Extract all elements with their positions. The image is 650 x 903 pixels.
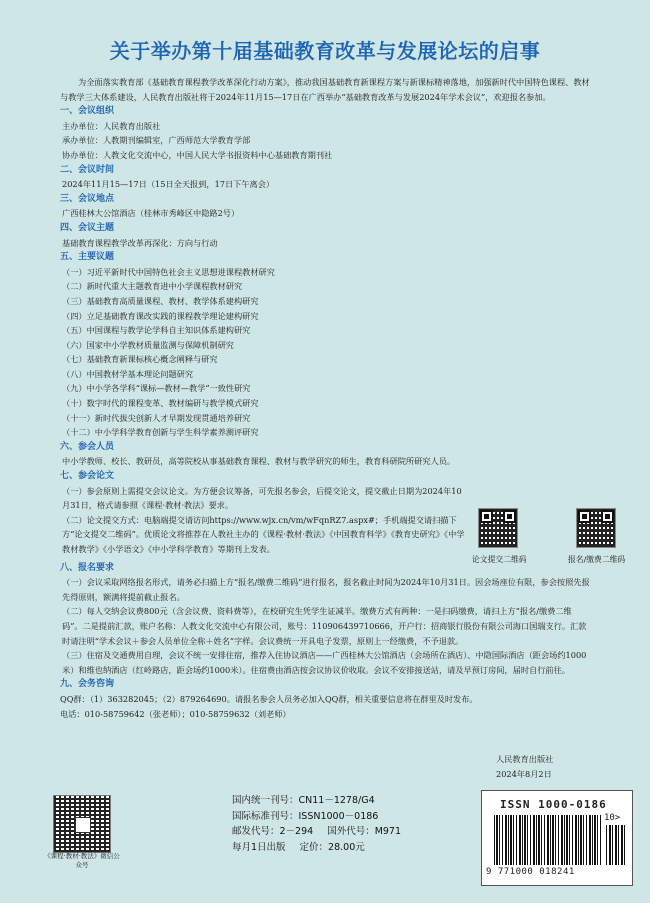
wechat-qr[interactable] <box>53 795 111 853</box>
foreign-code: 国外代号：M971 <box>327 826 402 837</box>
postal-codes <box>232 824 401 840</box>
barcode-addon-number: 10> <box>604 813 621 823</box>
registration-payment-qr[interactable] <box>568 508 625 565</box>
sections <box>60 104 590 469</box>
qr-logo-icon <box>75 817 91 833</box>
registration-item-3: （三）住宿及交通费用自理，会议不统一安排住宿，推荐入住协议酒店——广西桂林大公馆酒店（会场所在酒店）、中隐国际酒店（距会场约1000米）和维也纳酒店（红岭路店，距会场约1000米）。住宿费由酒店按会议协议价收取。会议不安排接送站，请及早预订房间，届时自行前往。 <box>62 650 587 675</box>
barcode-digits: 9 771000 018241 <box>486 867 575 877</box>
section-line: （三）基础教育高质量课程、教材、教学体系建构研究 <box>62 295 259 306</box>
qr-caption: 论文提交二维码 <box>472 555 527 564</box>
section-line: （六）国家中小学教材质量监测与保障机制研究 <box>62 339 234 350</box>
section <box>60 250 590 440</box>
section-heading: 一、会议组织 <box>60 106 115 117</box>
section-line: 承办单位：人教期刊编辑室，广西师范大学教育学部 <box>62 135 251 146</box>
section <box>60 104 590 162</box>
postal-code: 邮发代号：2－294 <box>232 826 314 837</box>
page-title: 关于举办第十届基础教育改革与发展论坛的启事 <box>109 39 541 63</box>
consult-qq: QQ群：（1）363282045；（2）879264690。请报名参会人员务必加入QQ群，相关重要信息将在群里及时发布。 <box>60 693 478 704</box>
publication-info <box>232 793 401 855</box>
section-line: （九）中小学各学科“课标—教材—教学”一致性研究 <box>62 383 251 394</box>
paper-submit-qr[interactable] <box>472 508 527 565</box>
section-line: 协办单位：人教文化交流中心，中国人民大学书报资料中心基础教育期刊社 <box>62 149 333 160</box>
intro-paragraph: 为全面落实教育部《基础教育课程教学改革深化行动方案》，推动我国基础教育新课程方案与新课标精神落地，加强新时代中国特色课程、教材与教学三大体系建设，人民教育出版社将于2024年11月15—17日在广西举办“基础教育改革与发展2024年学术会议”，欢迎报名参加。 <box>60 77 590 102</box>
section-line: 主办单位：人民教育出版社 <box>62 120 161 131</box>
registration-item-2: （二）每人交纳会议费800元（含会议费、资料费等），在校研究生凭学生证减半。缴费方式有两种：一是扫码缴费，请扫上方“报名/缴费二维码”。二是提前汇款，账户名称：人教文化交流中心有限公司，账号：110906439710666，开户行：招商银行股份有限公司海口国瑞支行。汇款时请注明“学术会议＋参会人员单位全称＋姓名”字样。会议费统一开具电子发票，原则上一经缴费，不予退款。 <box>62 606 587 646</box>
section-line: 2024年11月15—17日（15日全天报到，17日下午离会） <box>62 179 275 190</box>
issn-number: 国际标准刊号：ISSN1000－0186 <box>232 810 379 822</box>
section-line: （二）新时代重大主题教育进中小学课程教材研究 <box>62 281 243 292</box>
section-line: （十）数字时代的课程变革、教材编研与教学模式研究 <box>62 398 259 409</box>
notice-body <box>60 75 590 721</box>
section-line: （五）中国课程与教学论学科自主知识体系建构研究 <box>62 325 251 336</box>
section-line: 基础教育课程教学改革再深化：方向与行动 <box>62 237 218 248</box>
section <box>60 440 590 469</box>
section <box>60 192 590 221</box>
section-heading: 八、报名要求 <box>60 562 115 573</box>
section <box>60 163 590 192</box>
barcode-box <box>481 790 633 886</box>
section-heading: 七、参会论文 <box>60 471 115 482</box>
section-consult <box>60 677 590 721</box>
publish-schedule: 每月1日出版 <box>232 841 286 853</box>
section-line: （四）立足基础教育课改实践的课程教学理论建构研究 <box>62 310 259 321</box>
section-line: （八）中国教材学基本理论问题研究 <box>62 368 194 379</box>
section-heading: 二、会议时间 <box>60 164 115 175</box>
signature-date: 2024年8月2日 <box>496 769 552 779</box>
section-heading: 五、主要议题 <box>60 252 115 263</box>
registration-item-1: （一）会议采取网络报名形式，请务必扫描上方“报名/缴费二维码”进行报名，报名截止时间为2024年10月31日。因会场座位有限，参会按照先报先得原则，额满将提前截止报名。 <box>62 577 590 602</box>
qr-caption: 报名/缴费二维码 <box>568 555 626 564</box>
papers-item-1: （一）参会原则上需提交会议论文。为方便会议筹备，可先报名参会，后提交论文，提交截止日期为2024年10月31日，格式请参照《课程·教材·教法》要求。 <box>62 485 462 511</box>
section-line: （一）习近平新时代中国特色社会主义思想进课程教材研究 <box>62 266 275 277</box>
section-heading: 三、会议地点 <box>60 193 115 204</box>
cn-number: 国内统一刊号：CN11－1278/G4 <box>232 795 375 806</box>
section-heading: 四、会议主题 <box>60 222 115 233</box>
wechat-qr-caption: 《课程·教材·教法》微信公众号 <box>44 852 120 869</box>
papers-item-2: （二）论文提交方式：电脑端提交请访问https://www.wjx.cn/vm/wFqnRZ7.aspx#；手机端提交请扫描下方“论文提交二维码”。优质论文将推荐在人教社主办的《课程·教材·教法》《中国教育科学》《教育史研究》《中学教材教学》《小学语文》《中小学科学教育》等期刊上发表。 <box>62 514 465 554</box>
section-line: 广西桂林大公馆酒店（桂林市秀峰区中隐路2号） <box>62 208 240 219</box>
section-line: （七）基础教育新课标核心概念阐释与研究 <box>62 354 218 365</box>
signature-org: 人民教育出版社 <box>496 754 554 764</box>
section-line: （十一）新时代拔尖创新人才早期发现贯通培养研究 <box>62 412 251 423</box>
signature <box>496 752 553 782</box>
section-line: 中小学教师、校长、教研员，高等院校从事基础教育课程、教材与教学研究的师生，教育科研院所研究人员。 <box>62 456 456 467</box>
barcode-icon <box>494 815 602 865</box>
section <box>60 221 590 250</box>
price: 定价：28.00元 <box>299 841 365 853</box>
section-heading: 六、参会人员 <box>60 441 115 452</box>
qr-code-icon[interactable] <box>478 508 518 548</box>
barcode-issn-label: ISSN 1000-0186 <box>500 798 607 811</box>
qr-code-icon[interactable] <box>576 508 616 548</box>
publish-price <box>232 840 401 856</box>
section-heading: 九、会务咨询 <box>60 679 115 690</box>
section-line: （十二）中小学科学教育创新与学生科学素养测评研究 <box>62 427 259 438</box>
section-registration <box>60 561 590 678</box>
barcode-addon-icon <box>606 825 626 865</box>
consult-phone: 电话：010-58759642（张老师）；010-58759632（刘老师） <box>60 708 291 719</box>
